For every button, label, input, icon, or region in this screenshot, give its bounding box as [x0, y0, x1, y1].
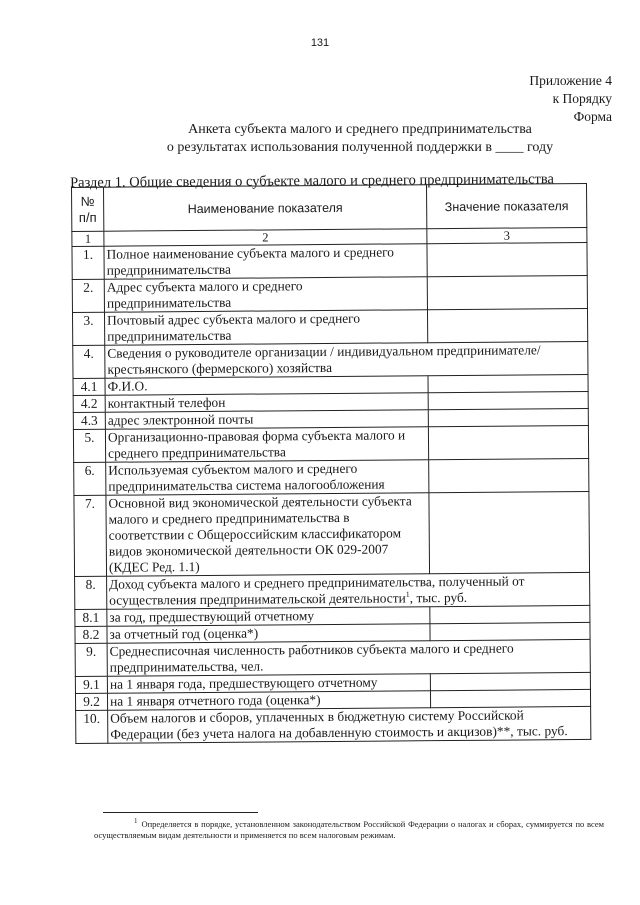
header-num: № п/п	[72, 187, 104, 231]
section-title: Раздел 1. Общие сведения о субъекте малого и среднего предпринимательства	[70, 171, 555, 191]
indicator-name-text: на 1 января года, предшествующего отчетному	[109, 674, 378, 692]
indicator-name-text: Ф.И.О.	[107, 378, 148, 394]
indicator-name	[104, 310, 427, 346]
footnote-divider	[103, 812, 258, 813]
row-number: 3.	[72, 312, 104, 345]
appendix-label: Приложение 4	[529, 73, 612, 88]
row-number: 10.	[76, 710, 108, 743]
page-number: 131	[310, 37, 330, 49]
indicator-value-cell[interactable]	[430, 622, 590, 640]
row-number: 2.	[72, 279, 104, 312]
row-number: 7.	[74, 495, 107, 576]
footnote	[94, 816, 604, 841]
row-number: 4.	[73, 345, 105, 378]
table-row	[72, 242, 587, 279]
indicator-value-cell[interactable]	[428, 374, 588, 392]
indicator-value-cell[interactable]	[428, 408, 588, 426]
footnote-reference: 1	[405, 589, 410, 599]
table-row	[74, 458, 589, 495]
table-row	[72, 308, 587, 345]
indicator-name-text: Используемая субъектом малого и среднего предпринимательства система налогообложения	[108, 460, 385, 494]
indicator-value-cell[interactable]	[430, 672, 590, 690]
header-name: Наименование показателя	[104, 185, 427, 232]
indicator-value-cell[interactable]	[430, 689, 590, 707]
row-number: 1.	[72, 246, 104, 279]
indicator-name-text: за отчетный год (оценка*)	[109, 625, 259, 642]
indicator-name	[106, 460, 429, 496]
row-number: 9.2	[75, 693, 107, 710]
indicator-name-text: Сведения о руководителе организации / индивидуальном предпринимателе/ крестьянского (фермерского) хозяйства	[107, 342, 541, 377]
indicator-name-text: Организационно-правовая форма субъекта малого и среднего предпринимательства	[107, 427, 406, 461]
row-number: 9.	[75, 643, 107, 676]
indicator-name-text: контактный телефон	[107, 394, 226, 411]
indicator-value-cell[interactable]	[427, 275, 587, 309]
row-number: 5.	[73, 429, 105, 462]
document-title-line-2: о результатах использования полученной поддержки в ____ году	[166, 140, 554, 155]
to-order-label: к Порядку	[552, 91, 612, 106]
row-number: 9.1	[75, 676, 107, 693]
indicator-name-text: Почтовый адрес субъекта малого и среднего предпринимательства	[106, 310, 361, 344]
indicator-name-text: Доход субъекта малого и среднего предпринимательства, полученный от осуществления предпринимательской деятельности	[109, 573, 525, 608]
row-number: 4.1	[73, 378, 105, 395]
indicator-value-cell[interactable]	[429, 491, 590, 573]
survey-table	[71, 183, 591, 744]
indicator-value-cell[interactable]	[429, 458, 589, 492]
indicator-name	[106, 493, 430, 577]
footnote-mark: 1	[134, 817, 138, 825]
indicator-name	[108, 706, 591, 743]
row-number: 8.	[75, 576, 107, 609]
row-number: 8.1	[75, 609, 107, 626]
table-row	[74, 491, 590, 576]
indicator-value-cell[interactable]	[430, 605, 590, 623]
indicator-name	[107, 639, 590, 676]
row-number: 4.3	[73, 412, 105, 429]
indicator-name-text: на 1 января отчетного года (оценка*)	[109, 692, 321, 709]
row-number: 4.2	[73, 395, 105, 412]
indicator-name	[105, 341, 588, 378]
header-number-1: 1	[72, 231, 104, 246]
indicator-name-text: Полное наименование субъекта малого и среднего предпринимательства	[106, 244, 395, 278]
table-header-row	[72, 183, 587, 231]
indicator-name	[104, 277, 427, 313]
header-number-2: 2	[104, 229, 427, 247]
table-row	[75, 572, 590, 609]
header-value: Значение показателя	[426, 183, 586, 228]
indicator-name-suffix: , тыс. руб.	[409, 589, 468, 606]
table-row	[76, 706, 591, 743]
indicator-name-text: Основной вид экономической деятельности субъекта малого и среднего предпринимательства в соответствии с Общероссийским классификатором видов экономической деятельности ОК 029-2007 (КДЕС Ред. 1.1)	[108, 493, 412, 575]
indicator-value-cell[interactable]	[427, 242, 587, 276]
indicator-name	[104, 244, 427, 280]
table-row	[75, 639, 590, 676]
indicator-name-text: Объем налогов и сборов, уплаченных в бюджетную систему Российской Федерации (без учета налога на добавленную стоимость и акцизов)**, тыс. руб.	[110, 707, 568, 742]
row-number: 8.2	[75, 626, 107, 643]
table-row	[73, 341, 588, 378]
form-label: Форма	[573, 109, 612, 124]
header-number-3: 3	[427, 227, 587, 243]
indicator-name-text: за год, предшествующий отчетному	[109, 608, 315, 625]
indicator-name-text: Адрес субъекта малого и среднего предпринимательства	[106, 278, 303, 311]
indicator-name-text: адрес электронной почты	[107, 411, 254, 428]
footnote-text: Определяется в порядке, установленном законодательством Российской Федерации о налогах и сборах, суммируется по всем осуществляемым видам деятельности и применяется по всем налоговым режимам.	[94, 818, 604, 840]
indicator-name-text: Среднесписочная численность работников субъекта малого и среднего предпринимательства, чел.	[109, 640, 514, 675]
table-row	[72, 275, 587, 312]
row-number: 6.	[74, 462, 106, 495]
indicator-name	[105, 427, 428, 463]
indicator-name	[107, 572, 590, 609]
indicator-value-cell[interactable]	[428, 425, 588, 459]
table-row	[73, 425, 588, 462]
indicator-value-cell[interactable]	[428, 391, 588, 409]
indicator-value-cell[interactable]	[427, 308, 587, 342]
table-body	[72, 242, 591, 743]
document-title-line-1: Анкета субъекта малого и среднего предпринимательства	[188, 122, 532, 137]
